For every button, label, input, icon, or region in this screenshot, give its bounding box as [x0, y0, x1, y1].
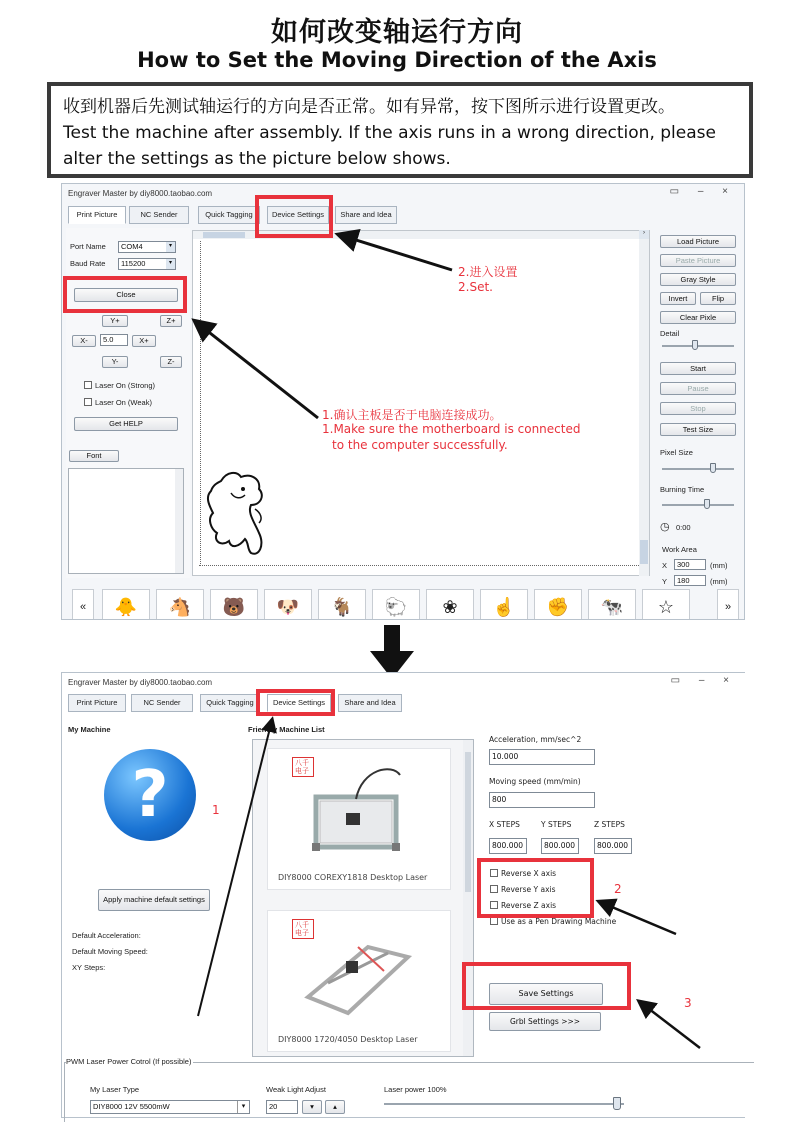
tab-quick-tagging[interactable]: Quick Tagging — [200, 694, 260, 712]
baud-rate-label: Baud Rate — [70, 259, 106, 268]
annotation-num-1: 1 — [212, 803, 220, 817]
get-help-button[interactable]: Get HELP — [74, 417, 178, 431]
save-settings-button[interactable]: Save Settings — [489, 983, 603, 1005]
thumbnail-item[interactable]: 🐑 — [372, 589, 420, 620]
annotation-2-en: 2.Set. — [458, 280, 493, 294]
thumbnail-item[interactable]: 🐥 — [102, 589, 150, 620]
xy-steps-label: XY Steps: — [72, 963, 106, 972]
laser-weak-label: Laser On (Weak) — [95, 398, 152, 407]
close-button[interactable]: Close — [74, 288, 178, 302]
tab-device-settings[interactable]: Device Settings — [267, 694, 331, 712]
burning-time-label: Burning Time — [660, 485, 705, 494]
annotation-1-en-a: 1.Make sure the motherboard is connected — [322, 422, 581, 436]
x-steps-label: X STEPS — [489, 820, 520, 829]
work-area-y-unit: (mm) — [710, 577, 728, 586]
my-machine-heading: My Machine — [68, 725, 111, 734]
thumbnail-item[interactable]: 🐐 — [318, 589, 366, 620]
port-name-label: Port Name — [70, 242, 106, 251]
grbl-settings-button[interactable]: Grbl Settings >>> — [489, 1012, 601, 1031]
tab-nc-sender[interactable]: NC Sender — [129, 206, 189, 224]
font-button[interactable]: Font — [69, 450, 119, 462]
thumbnail-item[interactable]: 🐶 — [264, 589, 312, 620]
annotation-num-2: 2 — [614, 882, 622, 896]
z-steps-label: Z STEPS — [594, 820, 625, 829]
work-area-y-input[interactable]: 180 — [674, 575, 706, 586]
clock-icon: ◷ — [660, 521, 670, 533]
start-button[interactable]: Start — [660, 362, 736, 375]
flip-button[interactable]: Flip — [700, 292, 736, 305]
thumbnail-item[interactable]: ❀ — [426, 589, 474, 620]
detail-label: Detail — [660, 329, 680, 338]
tab-print-picture[interactable]: Print Picture — [68, 694, 126, 712]
laser-power-label: Laser power 100% — [384, 1085, 447, 1094]
thumbnail-item[interactable]: 🐄 — [588, 589, 636, 620]
thumbnail-item[interactable]: ✊ — [534, 589, 582, 620]
invert-button[interactable]: Invert — [660, 292, 696, 305]
jog-z-plus-button[interactable]: Z+ — [160, 315, 182, 327]
work-area-x-input[interactable]: 300 — [674, 559, 706, 570]
baud-rate-select[interactable]: 115200 ▾ — [118, 258, 176, 270]
laser-strong-label: Laser On (Strong) — [95, 381, 156, 390]
jog-step-input[interactable]: 5.0 — [100, 334, 128, 346]
intro-cn: 收到机器后先测试轴运行的方向是否正常。如有异常，按下图所示进行设置更改。 — [63, 97, 675, 117]
z-steps-input[interactable]: 800.000 — [594, 838, 632, 854]
x-steps-input[interactable]: 800.000 — [489, 838, 527, 854]
brand-tag: 八千 电子 — [292, 919, 314, 939]
default-accel-label: Default Acceleration: — [72, 931, 141, 940]
jog-z-minus-button[interactable]: Z- — [160, 356, 182, 368]
pen-machine-label: Use as a Pen Drawing Machine — [501, 917, 617, 926]
jog-x-minus-button[interactable]: X- — [72, 335, 96, 347]
window-title: Engraver Master by diy8000.taobao.com — [68, 189, 213, 198]
weak-light-up-button[interactable]: ▴ — [325, 1100, 345, 1114]
weak-light-down-button[interactable]: ▾ — [302, 1100, 322, 1114]
gray-style-button[interactable]: Gray Style — [660, 273, 736, 286]
apply-default-button[interactable]: Apply machine default settings — [98, 889, 210, 911]
thumbnail-item[interactable]: 🐻 — [210, 589, 258, 620]
jog-x-plus-button[interactable]: X+ — [132, 335, 156, 347]
window-controls[interactable]: ▭ – × — [669, 186, 736, 197]
reverse-y-label: Reverse Y axis — [501, 885, 556, 894]
machine-1-name: DIY8000 COREXY1818 Desktop Laser — [278, 873, 428, 882]
page-title-cn: 如何改变轴运行方向 — [271, 17, 523, 48]
thumbnail-item[interactable]: ☆ — [642, 589, 690, 620]
thumbnail-item[interactable]: ☝ — [480, 589, 528, 620]
annotation-num-3: 3 — [684, 996, 692, 1010]
pause-button[interactable]: Pause — [660, 382, 736, 395]
work-area-label: Work Area — [662, 545, 697, 554]
tab-quick-tagging[interactable]: Quick Tagging — [198, 206, 260, 224]
page-title-en: How to Set the Moving Direction of the Axis — [137, 48, 657, 72]
load-picture-button[interactable]: Load Picture — [660, 235, 736, 248]
brand-tag: 八千 电子 — [292, 757, 314, 777]
pwm-group-label: PWM Laser Power Cotrol (If possible) — [66, 1057, 192, 1066]
laser-type-label: My Laser Type — [90, 1085, 140, 1094]
accel-input[interactable]: 10.000 — [489, 749, 595, 765]
timer-value: 0:00 — [676, 523, 691, 532]
machine-2-name: DIY8000 1720/4050 Desktop Laser — [278, 1035, 418, 1044]
work-area-y-label: Y — [662, 577, 668, 586]
paste-picture-button[interactable]: Paste Picture — [660, 254, 736, 267]
tab-device-settings[interactable]: Device Settings — [267, 206, 329, 224]
tab-nc-sender[interactable]: NC Sender — [131, 694, 193, 712]
reverse-x-label: Reverse X axis — [501, 869, 557, 878]
speed-label: Moving speed (mm/min) — [489, 777, 581, 786]
accel-label: Acceleration, mm/sec^2 — [489, 735, 582, 744]
annotation-arrows-2 — [0, 640, 794, 1123]
annotation-1-en-b: to the computer successfully. — [332, 438, 508, 452]
tab-share-and-idea[interactable]: Share and Idea — [335, 206, 397, 224]
annotation-2-cn: 2.进入设置 — [458, 265, 518, 279]
speed-input[interactable]: 800 — [489, 792, 595, 808]
port-name-select[interactable]: COM4 ▾ — [118, 241, 176, 253]
thumb-prev-button[interactable]: « — [72, 589, 94, 620]
clear-pixle-button[interactable]: Clear Pixle — [660, 311, 736, 324]
work-area-x-label: X — [662, 561, 668, 570]
default-speed-label: Default Moving Speed: — [72, 947, 148, 956]
test-size-button[interactable]: Test Size — [660, 423, 736, 436]
annotation-1-cn: 1.确认主板是否于电脑连接成功。 — [322, 408, 502, 422]
canvas-vertical-scrollbar[interactable]: › — [639, 230, 649, 576]
y-steps-label: Y STEPS — [541, 820, 572, 829]
jog-y-minus-button[interactable]: Y- — [102, 356, 128, 368]
jog-y-plus-button[interactable]: Y+ — [102, 315, 128, 327]
reverse-z-label: Reverse Z axis — [501, 901, 557, 910]
tab-print-picture[interactable]: Print Picture — [68, 206, 126, 224]
y-steps-input[interactable]: 800.000 — [541, 838, 579, 854]
friendly-list-heading: Friendly Machine List — [248, 725, 325, 734]
thumbnail-item[interactable]: 🐴 — [156, 589, 204, 620]
thumb-next-button[interactable]: » — [717, 589, 739, 620]
weak-light-label: Weak Light Adjust — [266, 1085, 326, 1094]
tab-share-and-idea[interactable]: Share and Idea — [338, 694, 402, 712]
question-icon: ? — [104, 749, 196, 841]
window-controls[interactable]: ▭ – × — [670, 675, 737, 686]
window-title: Engraver Master by diy8000.taobao.com — [68, 678, 213, 687]
stop-button[interactable]: Stop — [660, 402, 736, 415]
work-area-x-unit: (mm) — [710, 561, 728, 570]
pixel-size-label: Pixel Size — [660, 448, 693, 457]
intro-en: Test the machine after assembly. If the axis runs in a wrong direction, please alter the settings as the picture below shows. — [63, 123, 716, 169]
laser-type-select[interactable]: DIY8000 12V 5500mW ▾ — [90, 1100, 250, 1114]
weak-light-input[interactable]: 20 — [266, 1100, 298, 1114]
